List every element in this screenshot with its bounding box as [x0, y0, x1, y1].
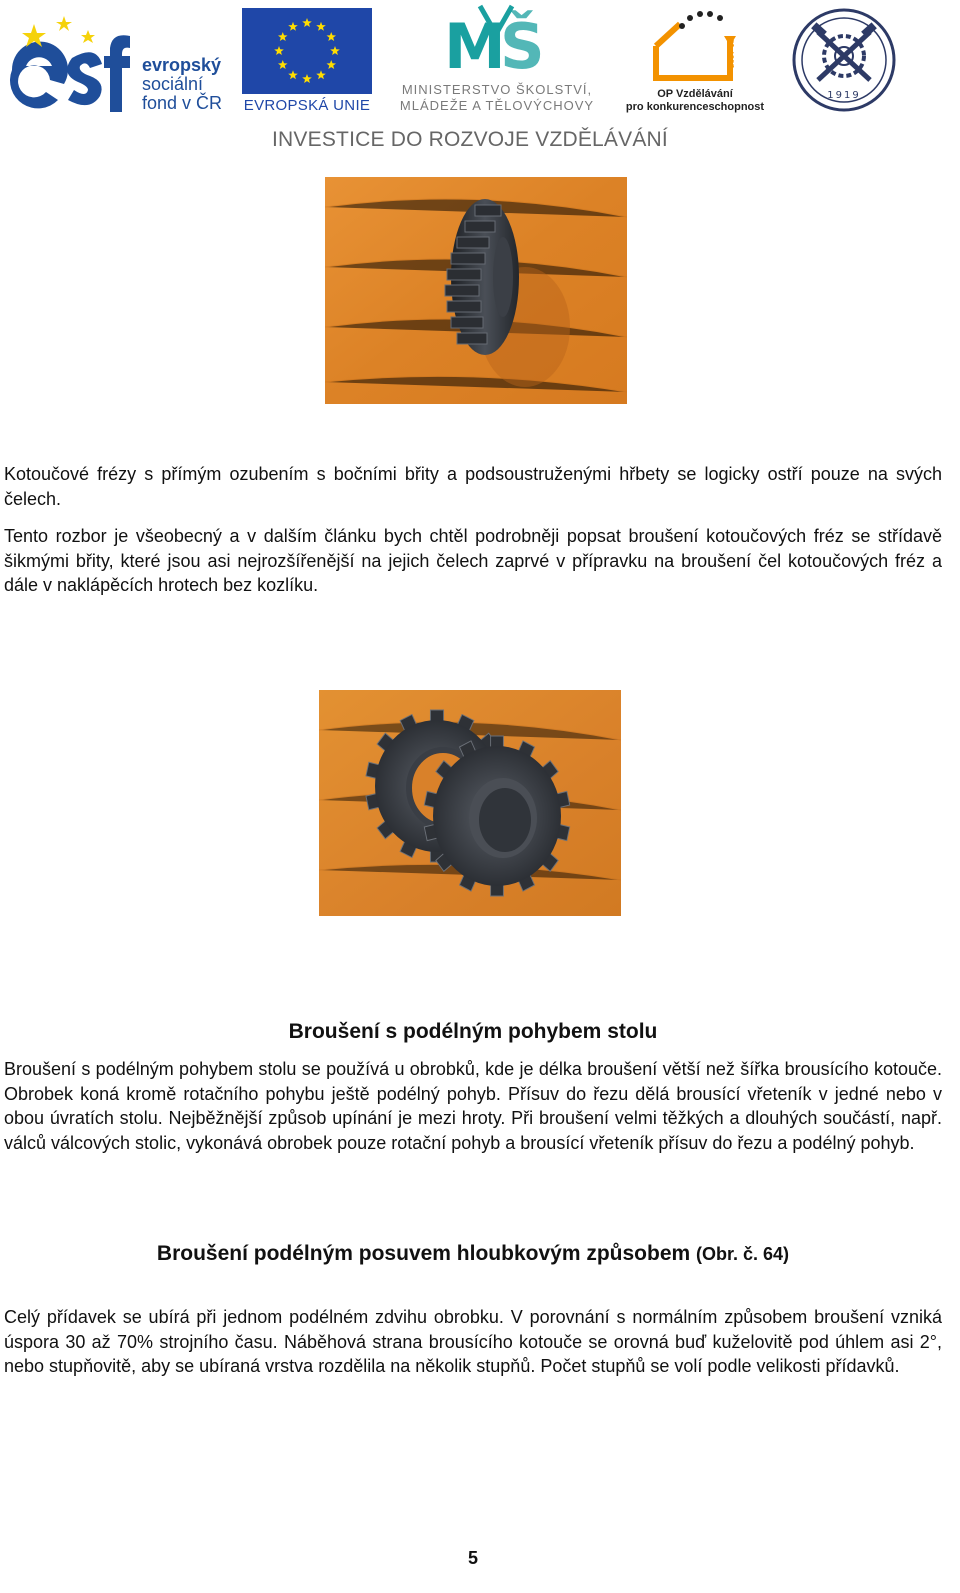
paragraph-1: Kotoučové frézy s přímým ozubením s bočními břity a podsoustruženými hřbety se logicky ostří pouze na svých čelech. — [4, 464, 942, 509]
header-logos — [0, 0, 960, 165]
heading-deep-feed-text: Broušení podélným posuvem hloubkovým způsobem — [156, 1242, 691, 1265]
op-logo — [620, 6, 770, 116]
heading-longitudinal-table-grinding: Broušení s podélným pohybem stolu — [288, 1020, 658, 1043]
esf-line2: sociální — [142, 74, 204, 94]
svg-text:Š: Š — [500, 10, 545, 76]
eu-logo — [242, 8, 372, 116]
paragraph-3: Broušení s podélným pohybem stolu se používá u obrobků, kde je délka broušení větší než šířka brousícího kotouče. Obrobek koná kromě rotačního pohybu ještě podélný pohyb. Přísuv do řezu dělá brousící vřeteník v jedné nebo v obou úvratích stolu. Nejběžnější způsob upínání je mezi hroty. Při broušení velmi těžkých a dlouhých součástí, např. válců válcových stolic, vykonává obrobek pouze rotační pohyb a brousící vřeteník přísuv do řezu a podélný pohyb. — [4, 1059, 942, 1153]
milling-cutters-image — [319, 690, 621, 916]
paragraph-4: Celý přídavek se ubírá při jednom podélném zdvihu obrobku. V porovnání s normálním způsobem broušení vzniká úspora 30 až 70% strojního času. Náběhová strana brousícího kotouče se orovná buď kuželovitě pod úhlem asi 2°, nebo stupňovitě, aby se ubíraná vrstva rozdělila na několik stupňů. Počet stupňů se volí podle velikosti přídavků. — [4, 1307, 942, 1376]
esf-line1: evropský — [142, 55, 222, 75]
svg-text:M: M — [444, 10, 506, 76]
op-mark-icon — [648, 6, 738, 84]
eu-label: EVROPSKÁ UNIE — [243, 97, 371, 114]
two-milling-cutters-photo — [319, 690, 621, 916]
esf-text — [142, 56, 222, 113]
seal-year: 1919 — [827, 90, 861, 101]
op-years: 2007-13 — [728, 38, 736, 68]
school-seal-logo — [790, 6, 898, 114]
milling-cutter-image — [325, 177, 627, 404]
single-milling-cutter-photo — [325, 177, 627, 404]
page-number: 5 — [467, 1548, 478, 1568]
heading-deep-feed-grinding — [0, 1242, 946, 1266]
op-line2: pro konkurenceschopnost — [625, 101, 765, 113]
figure-reference: (Obr. č. 64) — [696, 1244, 790, 1264]
seal-icon — [790, 6, 898, 114]
esf-mark-icon — [6, 8, 134, 114]
op-line1: OP Vzdělávání — [657, 88, 733, 100]
esf-line3: fond v ČR — [142, 93, 223, 113]
investment-banner: INVESTICE DO ROZVOJE VZDĚLÁVÁNÍ — [272, 128, 668, 151]
msmt-mark-icon — [440, 2, 556, 76]
eu-flag-icon — [242, 8, 372, 94]
msmt-logo — [382, 2, 612, 116]
esf-logo — [6, 8, 234, 116]
msmt-line2: MLÁDEŽE A TĚLOVÝCHOVY — [399, 98, 595, 113]
msmt-line1: MINISTERSTVO ŠKOLSTVÍ, — [401, 82, 593, 97]
paragraph-2: Tento rozbor je všeobecný a v dalším článku bych chtěl podrobněji popsat broušení kotoučových fréz se střídavě šikmými břity, které jsou asi nejrozšířenější na jejich čelech zaprvé v přípravku na broušení čel kotoučových fréz a dále v naklápěcích hrotech bez kozlíku. — [4, 526, 942, 595]
